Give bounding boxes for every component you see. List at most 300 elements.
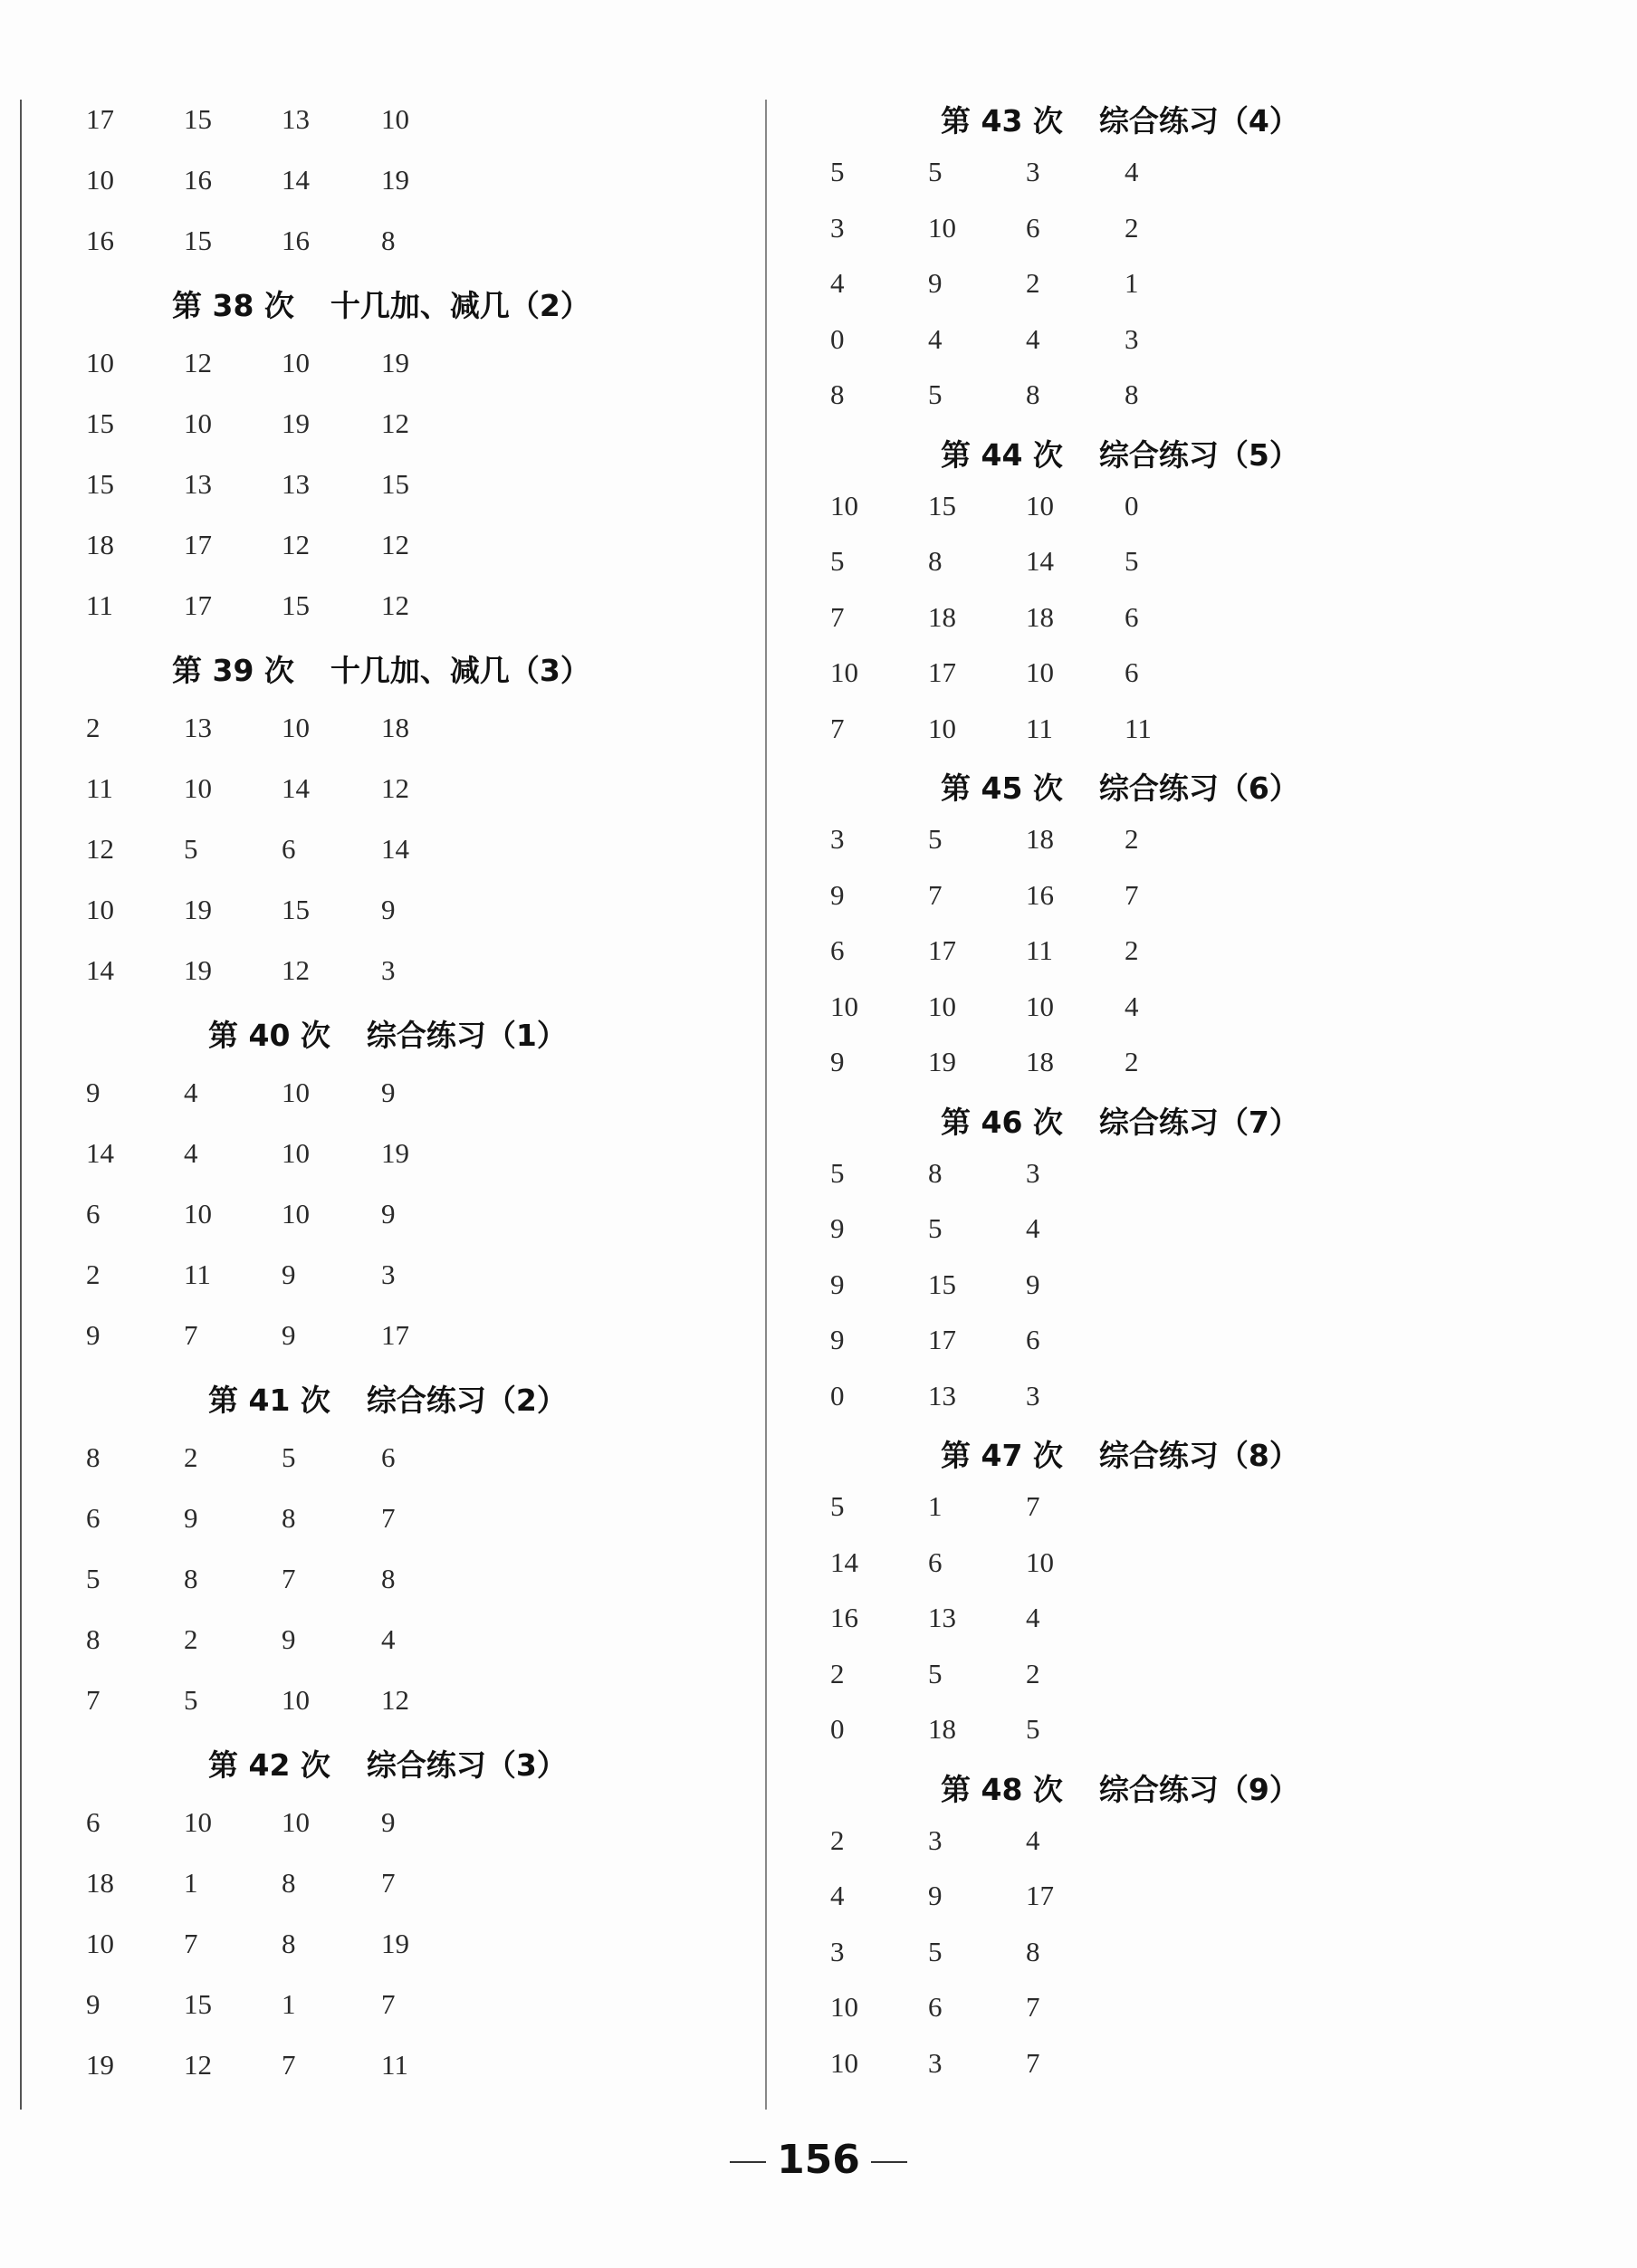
answer-value: 19 bbox=[282, 407, 310, 439]
answer-value: 4 bbox=[1026, 1823, 1040, 1856]
answer-row bbox=[0, 1191, 765, 1237]
answer-row bbox=[0, 218, 765, 263]
answer-value: 13 bbox=[184, 468, 212, 500]
answer-value: 0 bbox=[830, 1379, 845, 1412]
answer-row bbox=[0, 1252, 765, 1297]
answer-value: 12 bbox=[381, 529, 409, 560]
answer-value: 10 bbox=[86, 164, 114, 196]
answer-value: 4 bbox=[184, 1077, 198, 1108]
answer-value: 10 bbox=[282, 1684, 310, 1716]
answer-value: 5 bbox=[928, 378, 943, 410]
answer-value: 10 bbox=[830, 489, 858, 522]
answer-value: 2 bbox=[830, 1823, 845, 1856]
answer-value: 10 bbox=[86, 347, 114, 378]
answer-value: 9 bbox=[86, 1988, 101, 2020]
answer-value: 9 bbox=[830, 1324, 845, 1355]
answer-row bbox=[0, 583, 765, 628]
answer-value: 10 bbox=[928, 712, 956, 744]
answer-value: 3 bbox=[1026, 1379, 1040, 1412]
answer-value: 10 bbox=[830, 2046, 858, 2079]
answer-value: 9 bbox=[381, 1077, 396, 1108]
answer-value: 5 bbox=[1026, 1713, 1040, 1745]
answer-value: 3 bbox=[830, 1935, 845, 1967]
answer-value: 5 bbox=[1125, 545, 1139, 577]
answer-value: 9 bbox=[282, 1319, 296, 1351]
answer-value: 4 bbox=[830, 1880, 845, 1911]
answer-value: 17 bbox=[928, 656, 956, 688]
section-heading-text: 综合练习（7） bbox=[1098, 1104, 1299, 1140]
answer-value: 2 bbox=[184, 1623, 198, 1655]
section-heading-text: 十几加、减几（2） bbox=[330, 288, 590, 323]
answer-value: 7 bbox=[184, 1928, 198, 1959]
answer-value: 10 bbox=[1026, 656, 1054, 688]
answer-value: 7 bbox=[381, 1867, 396, 1899]
answer-row bbox=[0, 1982, 765, 2027]
answer-value: 11 bbox=[1026, 934, 1053, 966]
answer-value: 4 bbox=[830, 267, 845, 299]
answer-value: 12 bbox=[282, 529, 310, 560]
answer-row bbox=[0, 1435, 765, 1480]
answer-value: 9 bbox=[282, 1623, 296, 1655]
answer-row bbox=[767, 1929, 1637, 1975]
section-heading-text: 综合练习（4） bbox=[1098, 103, 1299, 139]
answer-value: 12 bbox=[381, 1684, 409, 1716]
section-heading-text: 综合练习（2） bbox=[366, 1383, 567, 1418]
answer-value: 4 bbox=[1125, 156, 1139, 187]
answer-value: 3 bbox=[830, 823, 845, 855]
answer-row bbox=[767, 1873, 1637, 1919]
answer-value: 8 bbox=[381, 225, 396, 256]
answer-value: 5 bbox=[928, 1657, 943, 1689]
answer-value: 9 bbox=[184, 1502, 198, 1534]
answer-value: 2 bbox=[1125, 1046, 1139, 1077]
answer-value: 16 bbox=[184, 164, 212, 196]
answer-value: 8 bbox=[86, 1623, 101, 1655]
answer-value: 2 bbox=[86, 1258, 101, 1290]
answer-value: 9 bbox=[830, 1046, 845, 1077]
answer-value: 17 bbox=[928, 934, 956, 966]
answer-value: 9 bbox=[1026, 1268, 1040, 1300]
answer-value: 10 bbox=[282, 1806, 310, 1838]
answer-value: 8 bbox=[1026, 1935, 1040, 1967]
section-number: 第 45 次 bbox=[941, 770, 1063, 806]
answer-row bbox=[767, 317, 1637, 362]
section-number: 第 47 次 bbox=[941, 1438, 1063, 1473]
answer-row bbox=[767, 483, 1637, 529]
answer-value: 13 bbox=[282, 103, 310, 135]
answer-value: 10 bbox=[282, 347, 310, 378]
answer-value: 15 bbox=[86, 407, 114, 439]
answer-value: 19 bbox=[381, 1137, 409, 1169]
page-number-footer bbox=[0, 2137, 1637, 2183]
answer-value: 9 bbox=[830, 878, 845, 911]
answer-value: 3 bbox=[1125, 322, 1139, 355]
answer-value: 10 bbox=[830, 990, 858, 1022]
section-title bbox=[941, 428, 1299, 483]
answer-value: 14 bbox=[282, 772, 310, 804]
answer-value: 12 bbox=[86, 833, 114, 865]
answer-value: 14 bbox=[381, 833, 409, 865]
section-title bbox=[208, 1373, 567, 1428]
answer-value: 7 bbox=[381, 1988, 396, 2020]
answer-value: 3 bbox=[928, 2046, 943, 2079]
answer-row bbox=[0, 887, 765, 933]
answer-value: 12 bbox=[381, 589, 409, 621]
answer-value: 17 bbox=[86, 103, 114, 135]
answer-value: 5 bbox=[928, 1935, 943, 1967]
answer-row bbox=[767, 650, 1637, 695]
answer-value: 8 bbox=[282, 1502, 296, 1534]
answer-row bbox=[0, 1800, 765, 1845]
answer-value: 7 bbox=[830, 600, 845, 633]
answer-value: 13 bbox=[928, 1379, 956, 1412]
answer-row bbox=[0, 462, 765, 507]
answer-value: 9 bbox=[830, 1212, 845, 1244]
answer-value: 8 bbox=[928, 545, 943, 577]
answer-value: 8 bbox=[86, 1441, 101, 1473]
answer-value: 8 bbox=[184, 1563, 198, 1594]
answer-value: 18 bbox=[86, 529, 114, 560]
answer-value: 10 bbox=[1026, 1545, 1054, 1578]
answer-value: 19 bbox=[381, 1928, 409, 1959]
answer-value: 6 bbox=[830, 934, 845, 966]
answer-row bbox=[767, 1595, 1637, 1641]
answer-value: 3 bbox=[381, 1258, 396, 1290]
answer-value: 15 bbox=[184, 225, 212, 256]
answer-value: 10 bbox=[282, 1198, 310, 1230]
answer-row bbox=[0, 1678, 765, 1723]
section-title bbox=[208, 1738, 567, 1793]
answer-value: 12 bbox=[184, 2049, 212, 2081]
answer-row bbox=[767, 595, 1637, 640]
answer-value: 11 bbox=[184, 1258, 211, 1290]
answer-value: 19 bbox=[184, 954, 212, 986]
answer-value: 5 bbox=[184, 1684, 198, 1716]
answer-value: 17 bbox=[928, 1324, 956, 1355]
answer-value: 15 bbox=[928, 489, 956, 522]
answer-row bbox=[767, 1818, 1637, 1863]
answer-value: 19 bbox=[381, 164, 409, 196]
answer-row bbox=[0, 1861, 765, 1906]
answer-value: 18 bbox=[1026, 600, 1054, 633]
answer-value: 6 bbox=[928, 1991, 943, 2023]
answer-row bbox=[767, 261, 1637, 306]
section-heading-text: 综合练习（6） bbox=[1098, 770, 1299, 806]
answer-row bbox=[0, 1921, 765, 1967]
answer-row bbox=[767, 1484, 1637, 1529]
answer-value: 16 bbox=[1026, 878, 1054, 911]
page-number: 156 bbox=[777, 2137, 860, 2183]
section-number: 第 41 次 bbox=[208, 1383, 330, 1418]
answer-value: 3 bbox=[830, 211, 845, 244]
answer-row bbox=[0, 766, 765, 811]
answer-value: 10 bbox=[928, 990, 956, 1022]
answer-value: 4 bbox=[1026, 322, 1040, 355]
section-number: 第 42 次 bbox=[208, 1747, 330, 1783]
section-title bbox=[172, 644, 590, 698]
answer-value: 0 bbox=[830, 1713, 845, 1745]
answer-value: 7 bbox=[1026, 2046, 1040, 2079]
answer-row bbox=[0, 948, 765, 993]
answer-value: 17 bbox=[1026, 1880, 1054, 1911]
answer-value: 12 bbox=[381, 407, 409, 439]
answer-row bbox=[0, 2043, 765, 2088]
section-title bbox=[172, 279, 590, 333]
answer-value: 4 bbox=[1026, 1602, 1040, 1633]
answer-row bbox=[767, 984, 1637, 1029]
answer-value: 14 bbox=[830, 1545, 858, 1578]
answer-value: 17 bbox=[381, 1319, 409, 1351]
answer-value: 9 bbox=[86, 1077, 101, 1108]
answer-value: 18 bbox=[86, 1867, 114, 1899]
answer-value: 10 bbox=[282, 1137, 310, 1169]
answer-value: 10 bbox=[184, 1198, 212, 1230]
answer-value: 12 bbox=[282, 954, 310, 986]
answer-row bbox=[0, 340, 765, 386]
answer-row bbox=[0, 1070, 765, 1115]
answer-row bbox=[0, 705, 765, 751]
answer-value: 1 bbox=[282, 1988, 296, 2020]
answer-value: 16 bbox=[282, 225, 310, 256]
answer-value: 9 bbox=[381, 1806, 396, 1838]
answer-value: 5 bbox=[86, 1563, 101, 1594]
answer-value: 6 bbox=[1125, 600, 1139, 633]
answer-value: 10 bbox=[86, 1928, 114, 1959]
section-number: 第 38 次 bbox=[172, 288, 294, 323]
section-heading-text: 综合练习（1） bbox=[366, 1018, 567, 1053]
answer-value: 4 bbox=[928, 322, 943, 355]
answer-value: 8 bbox=[282, 1928, 296, 1959]
answer-value: 15 bbox=[184, 103, 212, 135]
section-title bbox=[941, 1429, 1299, 1483]
answer-row bbox=[767, 206, 1637, 251]
answer-value: 3 bbox=[928, 1823, 943, 1856]
answer-value: 15 bbox=[282, 894, 310, 925]
answer-value: 14 bbox=[86, 1137, 114, 1169]
answer-row bbox=[767, 1707, 1637, 1752]
section-title bbox=[941, 94, 1299, 148]
answer-value: 8 bbox=[1026, 378, 1040, 410]
answer-value: 15 bbox=[86, 468, 114, 500]
answer-value: 19 bbox=[86, 2049, 114, 2081]
answer-value: 7 bbox=[184, 1319, 198, 1351]
answer-value: 10 bbox=[1026, 990, 1054, 1022]
answer-value: 2 bbox=[86, 712, 101, 743]
section-number: 第 40 次 bbox=[208, 1018, 330, 1053]
answer-value: 5 bbox=[830, 545, 845, 577]
answer-row bbox=[767, 1039, 1637, 1085]
answer-value: 2 bbox=[1125, 934, 1139, 966]
answer-value: 10 bbox=[928, 211, 956, 244]
answer-value: 6 bbox=[86, 1502, 101, 1534]
section-heading-text: 综合练习（3） bbox=[366, 1747, 567, 1783]
answer-value: 10 bbox=[184, 772, 212, 804]
answer-value: 3 bbox=[1026, 1156, 1040, 1189]
answer-value: 7 bbox=[282, 1563, 296, 1594]
section-number: 第 39 次 bbox=[172, 653, 294, 688]
answer-value: 2 bbox=[1125, 823, 1139, 855]
answer-value: 13 bbox=[184, 712, 212, 743]
answer-row bbox=[767, 1151, 1637, 1196]
answer-value: 6 bbox=[1125, 656, 1139, 688]
answer-value: 14 bbox=[1026, 545, 1054, 577]
answer-value: 2 bbox=[184, 1441, 198, 1473]
answer-value: 12 bbox=[184, 347, 212, 378]
answer-row bbox=[767, 539, 1637, 584]
answer-value: 18 bbox=[1026, 1046, 1054, 1077]
answer-value: 15 bbox=[282, 589, 310, 621]
answer-value: 8 bbox=[928, 1156, 943, 1189]
answer-value: 10 bbox=[381, 103, 409, 135]
answer-value: 14 bbox=[282, 164, 310, 196]
answer-row bbox=[767, 1317, 1637, 1363]
answer-row bbox=[767, 928, 1637, 973]
answer-value: 11 bbox=[86, 589, 113, 621]
answer-value: 6 bbox=[1026, 211, 1040, 244]
answer-row bbox=[767, 1206, 1637, 1251]
answer-row bbox=[767, 1262, 1637, 1307]
answer-row bbox=[767, 1373, 1637, 1419]
answer-value: 19 bbox=[184, 894, 212, 925]
answer-value: 9 bbox=[282, 1258, 296, 1290]
answer-value: 10 bbox=[830, 1991, 858, 2023]
answer-value: 5 bbox=[830, 1490, 845, 1522]
answer-value: 16 bbox=[86, 225, 114, 256]
answer-value: 9 bbox=[381, 1198, 396, 1230]
answer-row bbox=[0, 1556, 765, 1602]
answer-value: 18 bbox=[928, 1713, 956, 1745]
answer-value: 7 bbox=[1125, 878, 1139, 911]
section-heading-text: 综合练习（8） bbox=[1098, 1438, 1299, 1473]
page-number-dash-left bbox=[730, 2161, 766, 2163]
answer-value: 14 bbox=[86, 954, 114, 986]
answer-value: 6 bbox=[86, 1806, 101, 1838]
answer-row bbox=[0, 158, 765, 203]
answer-value: 10 bbox=[830, 656, 858, 688]
section-title bbox=[941, 1096, 1299, 1150]
answer-value: 8 bbox=[1125, 378, 1139, 410]
answer-row bbox=[0, 1313, 765, 1358]
answer-value: 19 bbox=[381, 347, 409, 378]
answer-row bbox=[0, 1131, 765, 1176]
answer-value: 7 bbox=[86, 1684, 101, 1716]
answer-value: 0 bbox=[1125, 489, 1139, 522]
answer-value: 5 bbox=[830, 1156, 845, 1189]
answer-value: 18 bbox=[1026, 823, 1054, 855]
answer-row bbox=[0, 401, 765, 446]
answer-value: 10 bbox=[184, 1806, 212, 1838]
answer-value: 6 bbox=[928, 1545, 943, 1578]
answer-row bbox=[767, 1540, 1637, 1585]
answer-value: 10 bbox=[282, 1077, 310, 1108]
section-title bbox=[941, 1763, 1299, 1817]
answer-value: 4 bbox=[1125, 990, 1139, 1022]
answer-value: 15 bbox=[928, 1268, 956, 1300]
answer-value: 4 bbox=[381, 1623, 396, 1655]
answer-value: 6 bbox=[282, 833, 296, 865]
answer-value: 17 bbox=[184, 529, 212, 560]
answer-row bbox=[0, 97, 765, 142]
answer-value: 10 bbox=[1026, 489, 1054, 522]
answer-value: 5 bbox=[928, 823, 943, 855]
answer-value: 5 bbox=[928, 156, 943, 187]
answer-value: 1 bbox=[184, 1867, 198, 1899]
answer-value: 4 bbox=[1026, 1212, 1040, 1244]
answer-value: 1 bbox=[1125, 267, 1139, 299]
section-number: 第 48 次 bbox=[941, 1771, 1063, 1807]
answer-value: 10 bbox=[282, 712, 310, 743]
answer-value: 10 bbox=[184, 407, 212, 439]
answer-row bbox=[767, 706, 1637, 751]
answer-value: 9 bbox=[830, 1268, 845, 1300]
answer-value: 4 bbox=[184, 1137, 198, 1169]
section-heading-text: 综合练习（5） bbox=[1098, 436, 1299, 473]
section-title bbox=[941, 761, 1299, 816]
answer-value: 7 bbox=[381, 1502, 396, 1534]
answer-row bbox=[767, 149, 1637, 195]
section-heading-text: 综合练习（9） bbox=[1098, 1771, 1299, 1807]
answer-value: 9 bbox=[928, 1880, 943, 1911]
answer-value: 19 bbox=[928, 1046, 956, 1077]
answer-value: 9 bbox=[928, 267, 943, 299]
section-number: 第 44 次 bbox=[941, 436, 1063, 473]
answer-value: 9 bbox=[381, 894, 396, 925]
answer-row bbox=[767, 873, 1637, 918]
answer-value: 13 bbox=[928, 1602, 956, 1633]
answer-value: 7 bbox=[1026, 1490, 1040, 1522]
answer-value: 6 bbox=[86, 1198, 101, 1230]
answer-value: 5 bbox=[282, 1441, 296, 1473]
answer-value: 7 bbox=[1026, 1991, 1040, 2023]
answer-value: 11 bbox=[1026, 712, 1053, 744]
section-title bbox=[208, 1009, 567, 1063]
answer-value: 8 bbox=[282, 1867, 296, 1899]
answer-value: 18 bbox=[381, 712, 409, 743]
answer-value: 1 bbox=[928, 1490, 943, 1522]
answer-row bbox=[0, 1496, 765, 1541]
answer-value: 5 bbox=[184, 833, 198, 865]
answer-value: 5 bbox=[830, 156, 845, 187]
answer-row bbox=[0, 1617, 765, 1662]
answer-row bbox=[767, 1651, 1637, 1697]
answer-row bbox=[0, 522, 765, 568]
answer-value: 6 bbox=[381, 1441, 396, 1473]
answer-value: 2 bbox=[1026, 267, 1040, 299]
answer-value: 9 bbox=[86, 1319, 101, 1351]
answer-row bbox=[767, 2041, 1637, 2086]
section-number: 第 46 次 bbox=[941, 1104, 1063, 1140]
answer-value: 7 bbox=[928, 878, 943, 911]
answer-row bbox=[767, 817, 1637, 862]
answer-row bbox=[767, 372, 1637, 417]
answer-value: 6 bbox=[1026, 1324, 1040, 1355]
answer-value: 3 bbox=[381, 954, 396, 986]
answer-value: 7 bbox=[830, 712, 845, 744]
page-number-dash-right bbox=[871, 2161, 907, 2163]
answer-value: 0 bbox=[830, 322, 845, 355]
answer-value: 15 bbox=[184, 1988, 212, 2020]
answer-value: 12 bbox=[381, 772, 409, 804]
answer-value: 16 bbox=[830, 1602, 858, 1633]
answer-value: 15 bbox=[381, 468, 409, 500]
answer-value: 11 bbox=[381, 2049, 408, 2081]
answer-row bbox=[767, 1985, 1637, 2030]
answer-value: 3 bbox=[1026, 156, 1040, 187]
answer-value: 2 bbox=[1026, 1657, 1040, 1689]
answer-value: 17 bbox=[184, 589, 212, 621]
section-heading-text: 十几加、减几（3） bbox=[330, 653, 590, 688]
section-number: 第 43 次 bbox=[941, 103, 1063, 139]
